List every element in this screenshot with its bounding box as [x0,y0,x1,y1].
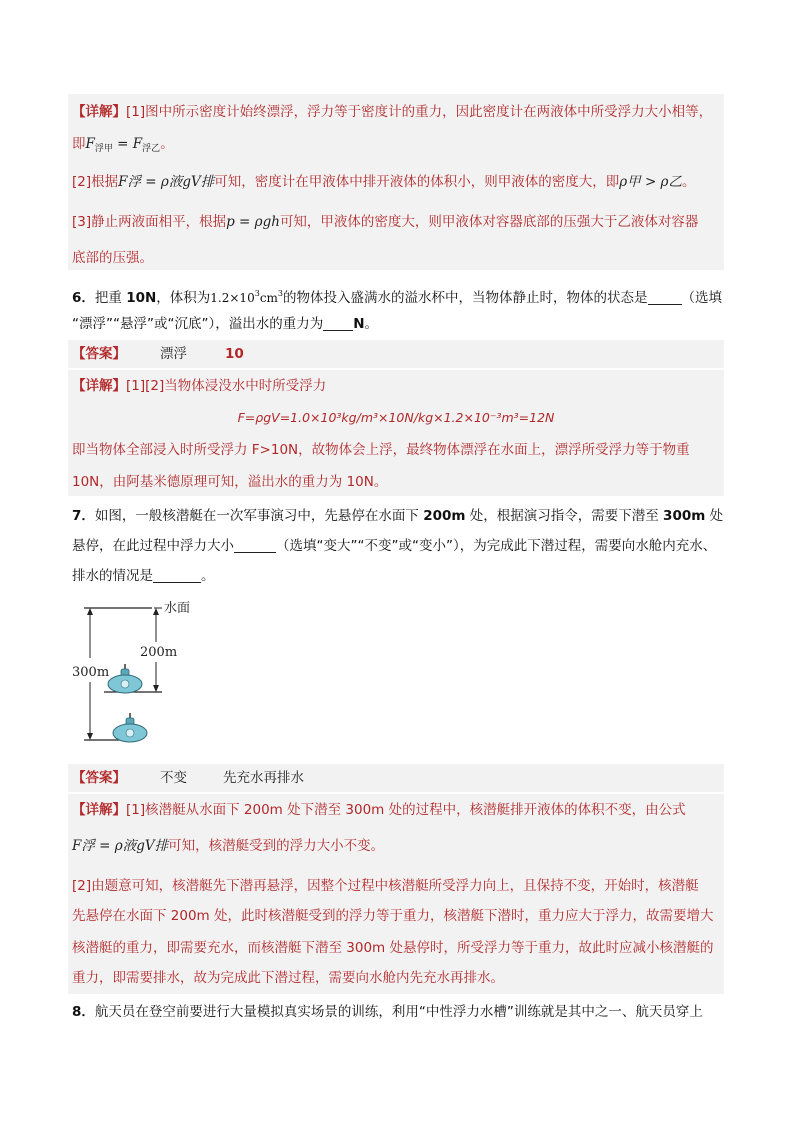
q7-detail-line1: 【详解】[1]核潜艇从水面下 200m 处下潜至 300m 处的过程中，核潜艇排开液体的体积不变，由公式 [72,802,686,818]
q7-answer-line: 【答案】 不变 先充水再排水 [72,770,304,786]
q6-detail-line2: 即当物体全部浸入时所受浮力 F>10N，故物体会上浮，最终物体漂浮在水面上，漂浮所受浮力等于物重 [72,442,690,458]
q8-line1: 8．航天员在登空前要进行大量模拟真实场景的训练，利用“中性浮力水槽”训练就是其中之一、航天员穿上 [72,1004,703,1020]
q7-line1: 7．如图，一般核潜艇在一次军事演习中，先悬停在水面下 200m 处，根据演习指令，需要下潜至 300m 处 [72,508,724,524]
submarine-diagram [70,596,220,748]
depth-300-label: 300m [72,665,110,680]
formula-buoyancy: F浮 = ρ液gV排 [72,838,169,854]
q7-line2: 悬停，在此过程中浮力大小 （选填“变大”“不变”或“变小”），为完成此下潜过程，需要向水舱内充水、 [72,538,717,554]
q6-line2: “漂浮”“悬浮”或“沉底”），溢出水的重力为 N。 [72,316,379,332]
answer-blank [323,316,353,331]
q6-line1: 6．把重 10N，体积为$1.2\times 10^3cm^3$的物体投入盛满水的溢水杯中，当物体静止时，物体的状态是 （选填 [72,289,723,306]
water-surface-label: 水面 [164,601,191,616]
q6-answer-line: 【答案】 漂浮 10 [72,346,244,362]
q6-formula: F=ρgV=1.0×10³kg/m³×10N/kg×1.2×10⁻³m³=12N [237,410,555,425]
answer-blank [648,290,682,305]
q5-detail-line4: [3]静止两液面相平，根据p = ρgh可知，甲液体的密度大，则甲液体对容器底部的压强大于乙液体对容器 [72,214,699,230]
q5-detail-line1: 【详解】[1]图中所示密度计始终漂浮，浮力等于密度计的重力，因此密度计在两液体中所受浮力大小相等， [72,104,713,120]
q7-detail-line4: 先悬停在水面下 200m 处，此时核潜艇受到的浮力等于重力，核潜艇下潜时，重力应大于浮力，故需要增大 [72,908,714,924]
q5-detail-line3: [2]根据F浮 = ρ液gV排可知，密度计在甲液体中排开液体的体积小，则甲液体的密度大，即ρ甲 > ρ乙。 [72,174,696,190]
formula-buoyancy: F浮 = ρ液gV排 [118,174,215,190]
q6-detail-line1: 【详解】[1][2]当物体浸没水中时所受浮力 [72,378,327,394]
depth-200-label: 200m [140,645,178,660]
formula-f-jia: $F_{浮甲}$ [85,136,113,154]
formula-f-yi: $F_{浮乙}$ [132,136,161,154]
q7-detail-line3: [2]由题意可知，核潜艇先下潜再悬浮，因整个过程中核潜艇所受浮力向上，且保持不变，开始时，核潜艇 [72,878,699,894]
q5-detail-line2: 即$F_{浮甲} = F_{浮乙}$。 [72,136,174,154]
q7-detail-line5: 核潜艇的重力，即需要充水，而核潜艇下潜至 300m 处悬停时，所受浮力等于重力，故此时应减小核潜艇的 [72,940,714,956]
submarine-icon [108,664,142,693]
answer-blank [234,538,276,553]
formula-density-compare: ρ甲 > ρ乙 [619,174,682,190]
q7-detail-line2: F浮 = ρ液gV排可知，核潜艇受到的浮力大小不变。 [72,838,385,854]
q7-line3: 排水的情况是 。 [72,568,215,584]
answer-blank [153,568,201,583]
q6-detail-line3: 10N，由阿基米德原理可知，溢出水的重力为 10N。 [72,474,388,490]
detail-label: 【详解】 [72,104,126,120]
q7-detail-line6: 重力，即需要排水，故为完成此下潜过程，需要向水舱内先充水再排水。 [72,970,504,986]
submarine-icon [113,713,147,742]
q5-detail-line5: 底部的压强。 [72,250,153,266]
formula-pressure: p = ρgh [226,214,280,230]
